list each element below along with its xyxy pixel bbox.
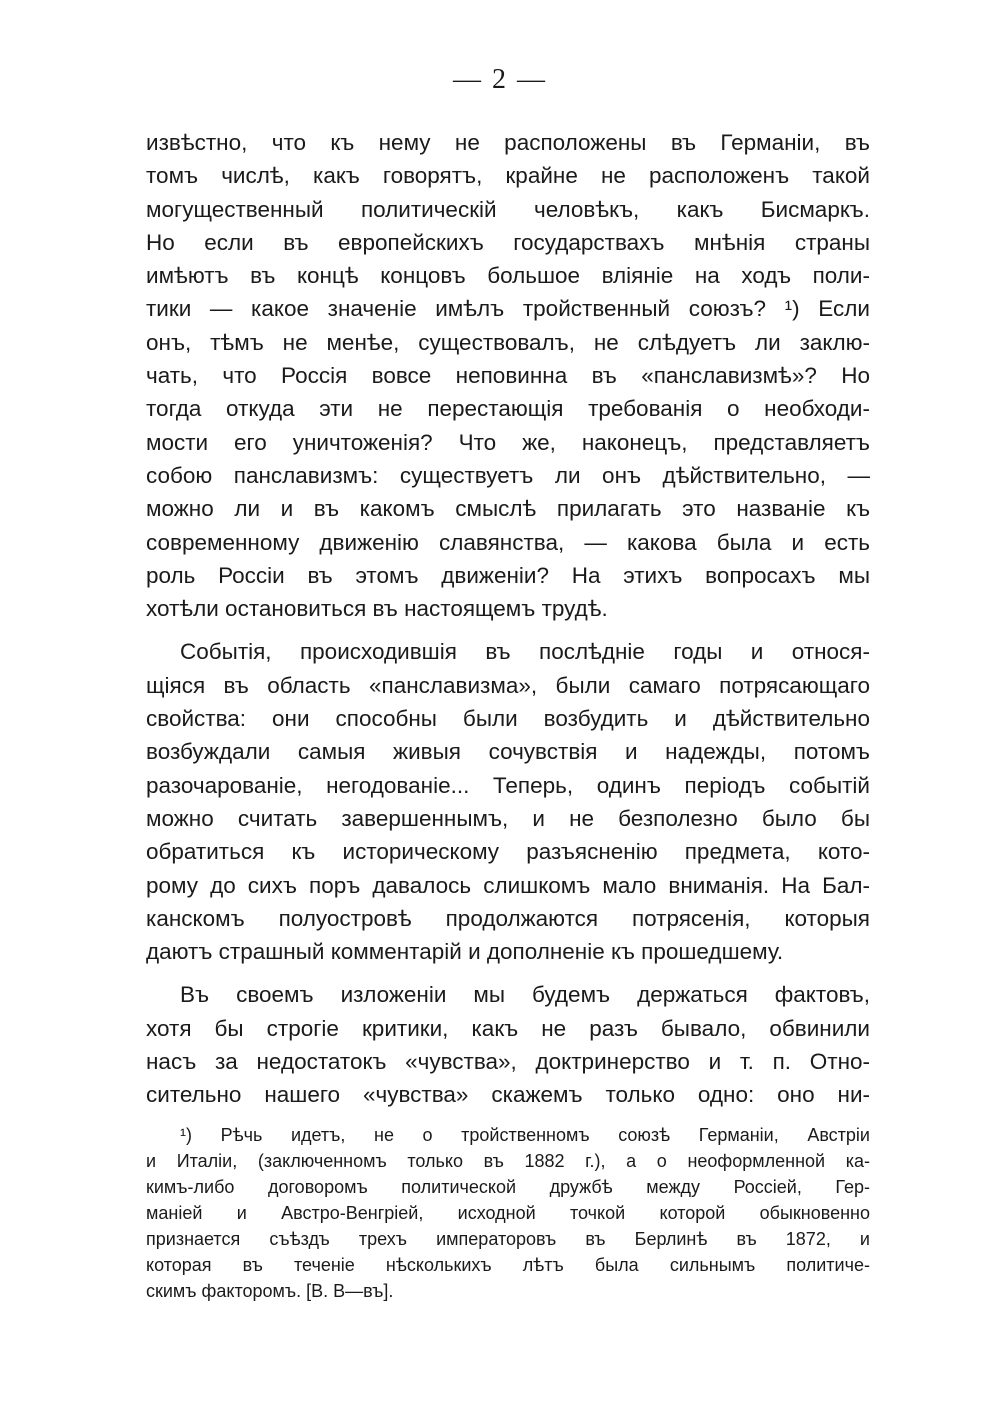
text-line: имѣютъ въ концѣ концовъ большое вліяніе на ходъ поли- [146,263,870,289]
text-line: собою панславизмъ: существуетъ ли онъ дѣйствительно, — [146,462,870,488]
text-line: Но если въ европейскихъ государствахъ мнѣнія страны [146,229,870,255]
text-line: тики — какое значеніе имѣлъ тройственный союзъ? ¹) Если [146,296,870,322]
text-line: можно ли и въ какомъ смыслѣ прилагать это названіе къ [146,496,870,522]
text-line: хотя бы строгіе критики, какъ не разъ бывало, обвинили [146,1015,870,1041]
text-line: щіяся въ область «панславизма», были самаго потрясающаго [146,672,870,698]
text-line: разочарованіе, негодованіе... Теперь, одинъ періодъ событій [146,772,870,798]
text-line: Въ своемъ изложеніи мы будемъ держаться фактовъ, [180,982,870,1008]
text-line: рому до сихъ поръ давалось слишкомъ мало вниманія. На Бал- [146,872,870,898]
paragraph-gap [146,625,870,635]
paragraph-3 [146,978,870,1111]
footnote-line: скимъ факторомъ. [В. В—въ]. [146,1281,394,1301]
text-line: чать, что Россія вовсе неповинна въ «панславизмѣ»? Но [146,363,870,389]
text-line: современному движенію славянства, — какова была и есть [146,529,870,555]
text-line: онъ, тѣмъ не менѣе, существовалъ, не слѣдуетъ ли заклю- [146,329,870,355]
page-number: — 2 — [453,64,547,95]
paragraph-gap [146,968,870,978]
main-text [146,126,870,1112]
text-line: можно считать завершеннымъ, и не безполезно было бы [146,805,870,831]
text-line: могущественный политическій человѣкъ, какъ Бисмаркъ. [146,196,870,222]
text-line: сительно нашего «чувства» скажемъ только одно: оно ни- [146,1082,870,1108]
text-line: канскомъ полуостровѣ продолжаются потрясенія, которыя [146,905,870,931]
paragraph-1 [146,126,870,625]
text-line: хотѣли остановиться въ настоящемъ трудѣ. [146,596,608,622]
text-line: даютъ страшный комментарій и дополненіе къ прошедшему. [146,939,784,965]
footnote-line: ¹) Рѣчь идетъ, не о тройственномъ союзѣ Германіи, Австріи [180,1125,870,1145]
text-line: обратиться къ историческому разъясненію предмета, кото- [146,839,870,865]
footnote-line: кимъ-либо договоромъ политической дружбѣ между Россіей, Гер- [146,1177,870,1197]
footnote-line: маніей и Австро-Венгріей, исходной точкой которой обыкновенно [146,1203,870,1223]
footnote-line: признается съѣздъ трехъ императоровъ въ Берлинѣ въ 1872, и [146,1229,870,1249]
text-line: извѣстно, что къ нему не расположены въ Германіи, въ [146,130,870,155]
footnote-line: и Италіи, (заключенномъ только въ 1882 г.), а о неоформленной ка- [146,1151,870,1171]
footnote-line: которая въ теченіе нѣсколькихъ лѣтъ была сильнымъ политиче- [146,1255,870,1275]
text-line: роль Россіи въ этомъ движеніи? На этихъ вопросахъ мы [146,562,870,588]
text-line: томъ числѣ, какъ говорятъ, крайне не расположенъ такой [146,163,870,189]
text-line: тогда откуда эти не перестающія требованія о необходи- [146,396,870,422]
text-line: насъ за недостатокъ «чувства», доктринерство и т. п. Отно- [146,1049,870,1075]
text-line: Событія, происходившія въ послѣдніе годы и относя- [180,639,870,665]
text-line: мости его уничтоженія? Что же, наконецъ, представляетъ [146,429,870,455]
footnote [146,1122,870,1304]
paragraph-2 [146,635,870,968]
text-line: свойства: они способны были возбудить и дѣйствительно [146,706,870,732]
text-line: возбуждали самыя живыя сочувствія и надежды, потомъ [146,739,870,765]
